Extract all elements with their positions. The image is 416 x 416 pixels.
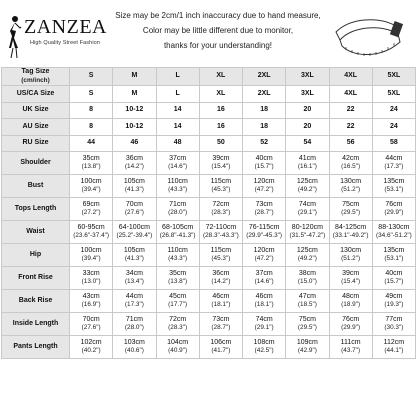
inch-value: (18.9") [341,301,361,308]
measurement-cell [286,267,329,290]
size-header: 5XL [372,68,415,86]
measurement-cell [329,221,372,244]
measurement-cell [329,175,372,198]
size-cell: 22 [329,102,372,119]
measurement-cell [329,152,372,175]
inch-value: (42.5") [254,347,274,354]
size-cell: 48 [156,135,199,152]
cm-value: 73cm [212,315,230,323]
row-label: US/CA Size [2,86,70,103]
inch-value: (29.1") [254,324,274,331]
inch-value: (39.4") [81,255,101,262]
inch-value: (44.1") [384,347,404,354]
cm-value: 44cm [385,154,403,162]
cm-value: 76cm [385,200,403,208]
size-cell: 20 [286,102,329,119]
cm-value: 88-130cm [378,223,410,231]
measurement-row [2,267,416,290]
size-cell: 3XL [286,86,329,103]
size-cell: 58 [372,135,415,152]
measurement-row [2,336,416,359]
measurement-cell [286,336,329,359]
row-label: Inside Length [2,313,70,336]
measurement-cell [156,175,199,198]
cm-value: 69cm [82,200,100,208]
measurement-cell [113,244,156,267]
cm-value: 45cm [169,292,187,300]
inch-value: (29.5") [297,324,317,331]
inch-value: (14.2") [124,163,144,170]
cm-value: 43cm [82,292,100,300]
inch-value: (29.9") [384,209,404,216]
cm-value: 80-120cm [291,223,323,231]
cm-value: 111cm [340,338,361,346]
measurement-cell [199,313,242,336]
cm-value: 106cm [210,338,232,346]
measurement-cell [286,290,329,313]
cm-value: 125cm [296,177,318,185]
size-cell: 14 [156,102,199,119]
inch-value: (29.9") [341,324,361,331]
measurement-row [2,290,416,313]
size-cell: 18 [243,102,286,119]
cm-value: 35cm [82,154,100,162]
row-label: Pants Length [2,336,70,359]
inch-value: (41.3") [124,186,144,193]
cm-value: 41cm [298,154,316,162]
row-label: RU Size [2,135,70,152]
row-label: Shoulder [2,152,70,175]
measurement-row [2,198,416,221]
measurement-row [2,244,416,267]
brand-logo [2,8,106,64]
cm-value: 49cm [385,292,403,300]
cm-value: 103cm [123,338,145,346]
inch-value: (43.3") [168,186,188,193]
measuring-tape-icon [332,12,404,62]
measurement-cell [243,290,286,313]
measurement-row [2,175,416,198]
cm-value: 73cm [255,200,273,208]
size-cell: 10-12 [113,119,156,136]
measurement-notice [108,8,328,53]
cm-value: 75cm [298,315,316,323]
inch-value: (16.1") [297,163,317,170]
inch-value: (27.6") [124,209,144,216]
inch-value: (13.4") [124,278,144,285]
measurement-row [2,313,416,336]
measurement-cell [286,152,329,175]
inch-value: (15.4") [341,278,361,285]
measurement-cell [70,290,113,313]
cm-value: 39cm [342,269,360,277]
cm-value: 40cm [385,269,403,277]
cm-value: 77cm [385,315,403,323]
cm-value: 70cm [125,200,143,208]
size-cell: 24 [372,102,415,119]
cm-value: 110cm [167,177,188,185]
size-header: 2XL [243,68,286,86]
cm-value: 76-115cm [248,223,280,231]
inch-value: (17.7") [168,301,188,308]
size-cell: 18 [243,119,286,136]
cm-value: 104cm [167,338,189,346]
measurement-cell [70,198,113,221]
measurement-cell [286,175,329,198]
row-label: Bust [2,175,70,198]
cm-value: 47cm [298,292,316,300]
inch-value: (13.0") [81,278,101,285]
inch-value: (28.0") [168,209,188,216]
row-label: Back Rise [2,290,70,313]
size-cell: 2XL [243,86,286,103]
inch-value: (31.5"-47.2") [289,232,326,239]
measurement-cell [286,221,329,244]
inch-value: (13.8") [81,163,101,170]
cm-value: 135cm [383,246,405,254]
measurement-cell [372,336,415,359]
measurement-cell [243,221,286,244]
measurement-cell [243,313,286,336]
cm-value: 36cm [212,269,230,277]
inch-value: (16.5") [341,163,361,170]
measurement-row [2,221,416,244]
measurement-cell [113,313,156,336]
size-cell: 5XL [372,86,415,103]
inch-value: (28.3"-43.3") [202,232,239,239]
measurement-cell [70,244,113,267]
measurement-cell [156,244,199,267]
size-cell: S [70,86,113,103]
measurement-cell [243,198,286,221]
cm-value: 37cm [255,269,273,277]
cm-value: 110cm [167,246,188,254]
measurement-cell [329,336,372,359]
cm-value: 75cm [342,200,360,208]
cm-value: 72cm [169,315,187,323]
table-header-row [2,68,416,86]
cm-value: 109cm [296,338,318,346]
inch-value: (15.4") [211,163,231,170]
inch-value: (28.3") [168,324,188,331]
measurement-cell [372,175,415,198]
fashion-figure-icon [4,14,24,60]
cm-value: 120cm [253,246,275,254]
tag-size-label: Tag Size [21,68,50,75]
measurement-cell [243,175,286,198]
cm-value: 72cm [212,200,230,208]
inch-value: (17.3") [384,163,404,170]
inch-value: (47.2") [254,186,274,193]
inch-value: (13.8") [168,278,188,285]
inch-value: (25.2"-39.4") [116,232,153,239]
measurement-cell [243,267,286,290]
inch-value: (30.3") [384,324,404,331]
cm-value: 120cm [253,177,275,185]
size-header: 3XL [286,68,329,86]
row-label: Front Rise [2,267,70,290]
notice-line: Color may be little different due to monitor, [142,26,294,35]
inch-value: (16.9") [81,301,101,308]
inch-value: (28.7") [254,209,274,216]
cm-value: 112cm [383,338,405,346]
measurement-cell [329,198,372,221]
inch-value: (27.2") [81,209,101,216]
measurement-cell [329,244,372,267]
size-cell: 8 [70,119,113,136]
inch-value: (15.7") [384,278,404,285]
size-cell: 46 [113,135,156,152]
size-cell: 16 [199,119,242,136]
inch-value: (28.3") [211,209,231,216]
size-cell: XL [199,86,242,103]
measurement-cell [156,290,199,313]
cm-value: 39cm [212,154,230,162]
measurement-cell [372,152,415,175]
measurement-cell [70,152,113,175]
measurement-cell [329,313,372,336]
measurement-row [2,152,416,175]
cm-value: 115cm [210,246,232,254]
cm-value: 72-110cm [205,223,237,231]
cm-value: 48cm [342,292,360,300]
size-cell: L [156,86,199,103]
cm-value: 105cm [123,246,145,254]
measurement-cell [243,336,286,359]
measurement-cell [286,244,329,267]
inch-value: (15.0") [297,278,317,285]
inch-value: (45.3") [211,186,231,193]
measurement-cell [156,198,199,221]
tag-size-header [2,68,70,86]
inch-value: (49.2") [297,255,317,262]
size-header: XL [199,68,242,86]
inch-value: (29.1") [297,209,317,216]
row-label: Hip [2,244,70,267]
size-cell: 44 [70,135,113,152]
cm-value: 135cm [383,177,405,185]
inch-value: (45.3") [211,255,231,262]
inch-value: (29.9"-45.3") [246,232,283,239]
cm-value: 38cm [298,269,316,277]
size-conversion-row [2,119,416,136]
cm-value: 125cm [296,246,318,254]
cm-value: 35cm [169,269,187,277]
size-header: M [113,68,156,86]
inch-value: (49.2") [297,186,317,193]
measurement-cell [113,175,156,198]
measurement-cell [70,313,113,336]
measurement-cell [286,313,329,336]
measurement-cell [243,244,286,267]
row-label: Tops Length [2,198,70,221]
inch-value: (26.8"-41.3") [159,232,196,239]
measurement-cell [372,244,415,267]
measurement-cell [70,267,113,290]
size-cell: 22 [329,119,372,136]
notice-line: thanks for your understanding! [163,41,273,50]
inch-value: (14.6") [168,163,188,170]
size-cell: 8 [70,102,113,119]
inch-value: (18.5") [297,301,317,308]
notice-line: Size may be 2cm/1 inch inaccuracy due to hand measure, [115,11,321,20]
measurement-cell [156,313,199,336]
measurement-cell [199,175,242,198]
inch-value: (41.7") [211,347,231,354]
inch-value: (51.2") [341,255,361,262]
cm-value: 105cm [123,177,145,185]
cm-value: 71cm [169,200,187,208]
measurement-cell [113,267,156,290]
cm-value: 33cm [82,269,100,277]
size-cell: 50 [199,135,242,152]
inch-value: (42.9") [297,347,317,354]
measurement-cell [372,313,415,336]
inch-value: (40.6") [124,347,144,354]
inch-value: (17.3") [124,301,144,308]
cm-value: 70cm [82,315,100,323]
inch-value: (15.7") [254,163,274,170]
size-cell: 56 [329,135,372,152]
size-cell: 14 [156,119,199,136]
cm-value: 60-95cm [77,223,105,231]
size-header: 4XL [329,68,372,86]
size-header: S [70,68,113,86]
inch-value: (53.1") [384,255,404,262]
measurement-cell [199,336,242,359]
inch-value: (28.7") [211,324,231,331]
cm-value: 130cm [340,246,362,254]
unit-label: (cm/inch) [21,76,50,84]
measurement-cell [113,152,156,175]
measurement-cell [372,198,415,221]
size-conversion-row [2,86,416,103]
measurement-cell [199,221,242,244]
size-table [1,67,415,359]
cm-value: 46cm [212,292,230,300]
size-cell: 16 [199,102,242,119]
brand-name: ZANZEA [24,16,107,38]
brand-tagline: High Quality Street Fashion [30,40,100,46]
cm-value: 36cm [125,154,143,162]
size-cell: 20 [286,119,329,136]
cm-value: 102cm [80,338,102,346]
measurement-cell [156,221,199,244]
measurement-cell [199,267,242,290]
measurement-cell [372,221,415,244]
inch-value: (14.2") [211,278,231,285]
size-cell: 10-12 [113,102,156,119]
cm-value: 64-100cm [118,223,150,231]
measurement-cell [156,267,199,290]
measurement-cell [199,152,242,175]
cm-value: 76cm [342,315,360,323]
cm-value: 108cm [253,338,275,346]
inch-value: (39.4") [81,186,101,193]
measurement-cell [113,221,156,244]
cm-value: 100cm [80,246,102,254]
measurement-cell [113,336,156,359]
size-cell: 24 [372,119,415,136]
size-cell: 52 [243,135,286,152]
size-header: L [156,68,199,86]
inch-value: (34.6"-51.2") [375,232,412,239]
cm-value: 100cm [80,177,102,185]
inch-value: (53.1") [384,186,404,193]
inch-value: (29.5") [341,209,361,216]
measurement-cell [156,336,199,359]
measurement-cell [329,290,372,313]
measurement-cell [286,198,329,221]
measurement-cell [113,198,156,221]
measurement-cell [113,290,156,313]
inch-value: (27.6") [81,324,101,331]
cm-value: 74cm [255,315,273,323]
measurement-cell [70,221,113,244]
measurement-cell [199,244,242,267]
inch-value: (18.1") [211,301,231,308]
cm-value: 130cm [340,177,362,185]
inch-value: (14.6") [254,278,274,285]
cm-value: 44cm [125,292,143,300]
header [0,0,416,70]
measurement-cell [329,267,372,290]
cm-value: 71cm [125,315,143,323]
measurement-cell [70,336,113,359]
inch-value: (43.3") [168,255,188,262]
size-conversion-row [2,102,416,119]
measurement-cell [199,198,242,221]
inch-value: (40.2") [81,347,101,354]
cm-value: 46cm [255,292,273,300]
row-label: AU Size [2,119,70,136]
measurement-cell [243,152,286,175]
size-cell: 4XL [329,86,372,103]
inch-value: (51.2") [341,186,361,193]
measurement-cell [372,290,415,313]
inch-value: (19.3") [384,301,404,308]
cm-value: 74cm [298,200,316,208]
measurement-cell [372,267,415,290]
inch-value: (23.6"-37.4") [73,232,110,239]
cm-value: 84-125cm [335,223,367,231]
cm-value: 115cm [210,177,232,185]
inch-value: (43.7") [341,347,361,354]
cm-value: 42cm [342,154,360,162]
cm-value: 37cm [169,154,187,162]
inch-value: (47.2") [254,255,274,262]
size-cell: 54 [286,135,329,152]
size-conversion-row [2,135,416,152]
inch-value: (41.3") [124,255,144,262]
cm-value: 40cm [255,154,273,162]
inch-value: (18.1") [254,301,274,308]
size-cell: M [113,86,156,103]
inch-value: (33.1"-49.2") [332,232,369,239]
row-label: UK Size [2,102,70,119]
cm-value: 68-105cm [162,223,194,231]
inch-value: (40.9") [168,347,188,354]
measurement-cell [70,175,113,198]
measurement-cell [156,152,199,175]
cm-value: 34cm [125,269,143,277]
measurement-cell [199,290,242,313]
row-label: Waist [2,221,70,244]
inch-value: (28.0") [124,324,144,331]
